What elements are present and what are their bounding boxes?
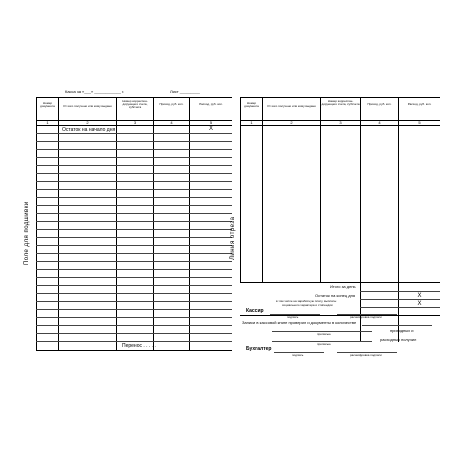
r-col-income: Приход, руб. коп. bbox=[367, 102, 392, 106]
r-col-from-to: От кого получено или кому выдано bbox=[267, 104, 316, 108]
col-no-2: 2 bbox=[86, 120, 89, 125]
cut-line-label: Линия отреза bbox=[230, 216, 236, 260]
r-col-no-5: 5 bbox=[418, 120, 421, 125]
col-no-1: 1 bbox=[46, 120, 49, 125]
cashier-label: Кассир bbox=[246, 308, 264, 314]
including-line-1: в том числе на заработную плату, выплаты bbox=[276, 299, 337, 303]
carry-over-label: Перенос . . . . . bbox=[122, 343, 156, 349]
incoming-text: приходных и bbox=[390, 328, 414, 333]
closing-balance-label: Остаток на конец дня bbox=[315, 293, 356, 298]
r-col-no-3: 3 bbox=[339, 120, 342, 125]
cash-date-label: Касса за «___» ____________ г. bbox=[65, 89, 125, 94]
binding-field-label: Поле для подшивки bbox=[24, 201, 30, 265]
outgoing-text: расходных получил bbox=[380, 337, 417, 342]
col-account: Номер корреспондирующего счета, субсчета bbox=[122, 99, 148, 109]
records-check-text: Записи в кассовой книге проверил и документы в количестве bbox=[242, 320, 357, 325]
col-from-to: От кого получено или кому выдано bbox=[63, 104, 112, 108]
r-col-account: Номер корреспондирующего счета, субсчета bbox=[321, 99, 360, 106]
cashier-sign-caption: подпись bbox=[287, 315, 299, 319]
sheet-label: Лист _________ bbox=[170, 89, 200, 94]
accountant-sign-caption: подпись bbox=[292, 353, 304, 357]
total-day-label: Итого за день bbox=[330, 284, 356, 289]
in-words-caption-2: прописью bbox=[317, 342, 331, 346]
col-income: Приход, руб. коп. bbox=[159, 102, 184, 106]
accountant-decode-caption: расшифровка подписи bbox=[350, 353, 382, 357]
right-page bbox=[232, 85, 440, 365]
cashier-decode-caption: расшифровка подписи bbox=[350, 315, 382, 319]
opening-x-mark: X bbox=[208, 126, 213, 132]
col-no-4: 4 bbox=[170, 120, 173, 125]
r-col-no-1: 1 bbox=[250, 120, 253, 125]
salary-x-mark: X bbox=[417, 301, 422, 307]
col-no-5: 5 bbox=[209, 120, 213, 125]
r-col-no-4: 4 bbox=[378, 120, 381, 125]
including-line-2: социального характера и стипендии bbox=[282, 303, 333, 307]
r-col-doc-number: Номер документа bbox=[244, 101, 259, 108]
accountant-label: Бухгалтер bbox=[246, 346, 272, 352]
closing-x-mark: X bbox=[417, 293, 422, 299]
r-col-expense: Расход, руб. коп. bbox=[407, 102, 432, 106]
col-no-3: 3 bbox=[133, 120, 137, 125]
in-words-caption-1: прописью bbox=[317, 332, 331, 336]
left-page bbox=[22, 85, 232, 365]
r-col-no-2: 2 bbox=[290, 120, 293, 125]
opening-balance-label: Остаток на начало дня bbox=[62, 127, 116, 133]
col-doc-number: Номер документа bbox=[40, 101, 55, 108]
col-expense: Расход, руб. коп. bbox=[199, 102, 223, 106]
